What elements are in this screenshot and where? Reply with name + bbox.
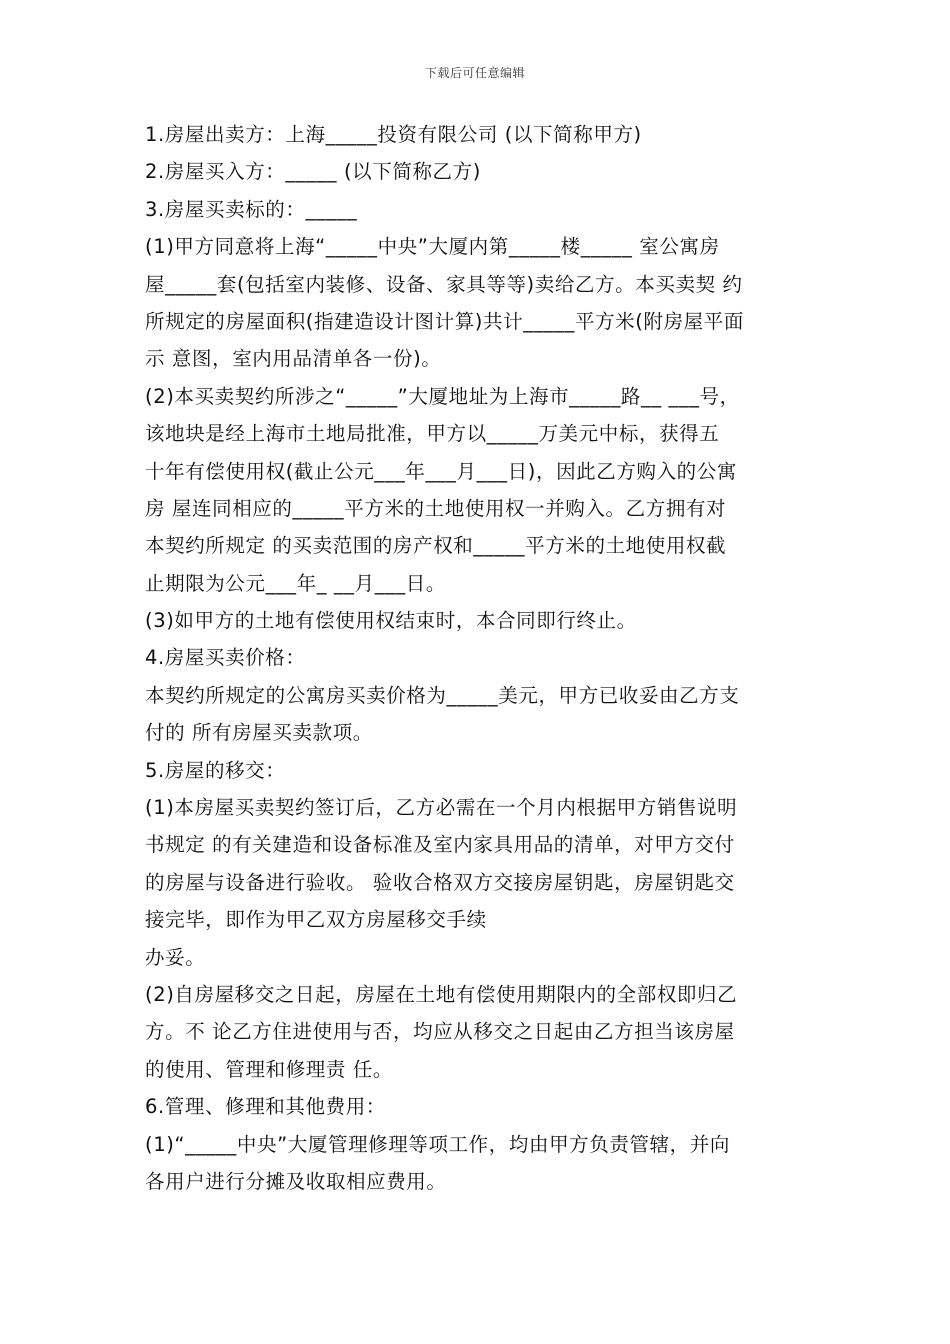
text-line: 止期限为公元___年_ __月___日。 (145, 571, 446, 595)
text-line: 十年有偿使用权(截止公元___年___月___日)，因此乙方购入的公寓 (145, 459, 737, 483)
text-line: 书规定 的有关建造和设备标准及室内家具用品的清单，对甲方交付 (145, 833, 735, 857)
text-line: 接完毕，即作为甲乙双方房屋移交手续 (145, 908, 487, 932)
text-line: 的使用、管理和修理责 任。 (145, 1057, 393, 1081)
text-line: (1)本房屋买卖契约签订后，乙方必需在一个月内根据甲方销售说明 (145, 796, 738, 820)
text-line: 该地块是经上海市土地局批准，甲方以_____万美元中标，获得五 (145, 422, 720, 446)
text-line: 本契约所规定的公寓房买卖价格为_____美元，甲方已收妥由乙方支 (145, 683, 740, 707)
text-line: (1)甲方同意将上海“_____中央”大厦内第_____楼_____ 室公寓房 (145, 235, 720, 259)
text-line: 1.房屋出卖方：上海_____投资有限公司 (以下简称甲方) (145, 123, 642, 146)
header-note: 下载后可任意编辑 (424, 66, 525, 80)
text-line: 的房屋与设备进行验收。 验收合格双方交接房屋钥匙，房屋钥匙交 (145, 870, 735, 894)
text-line: 各用户进行分摊及收取相应费用。 (145, 1169, 447, 1193)
text-line: 所规定的房屋面积(指建造设计图计算)共计_____平方米(附房屋平面 (145, 309, 744, 333)
text-line: 2.房屋买入方：_____ (以下简称乙方) (145, 160, 481, 184)
text-line: 房 屋连同相应的_____平方米的土地使用权一并购入。乙方拥有对 (145, 496, 727, 520)
text-line: (2)自房屋移交之日起，房屋在土地有偿使用期限内的全部权即归乙 (145, 982, 738, 1006)
text-line: 3.房屋买卖标的：_____ (145, 197, 358, 221)
text-line: (3)如甲方的土地有偿使用权结束时，本合同即行终止。 (145, 609, 637, 633)
text-line: 6.管理、修理和其他费用： (145, 1095, 386, 1119)
text-line: 办妥。 (145, 945, 206, 969)
text-line: 本契约所规定 的买卖范围的房产权和_____平方米的土地使用权截 (145, 534, 727, 558)
document-body (145, 116, 807, 1200)
text-line: (2)本买卖契约所涉之“_____”大厦地址为上海市_____路__ ___号， (145, 384, 740, 408)
text-line: (1)“_____中央”大厦管理修理等项工作，均由甲方负责管辖，并向 (145, 1132, 730, 1156)
text-line: 4.房屋买卖价格： (145, 646, 306, 670)
text-line: 屋_____套(包括室内装修、设备、家具等等)卖给乙方。本买卖契 约 (145, 272, 743, 296)
text-line: 5.房屋的移交： (145, 758, 286, 782)
text-line: 付的 所有房屋买卖款项。 (145, 721, 373, 745)
text-line: 示 意图，室内用品清单各一份)。 (145, 347, 442, 371)
text-line: 方。不 论乙方住进使用与否，均应从移交之日起由乙方担当该房屋 (145, 1020, 735, 1044)
